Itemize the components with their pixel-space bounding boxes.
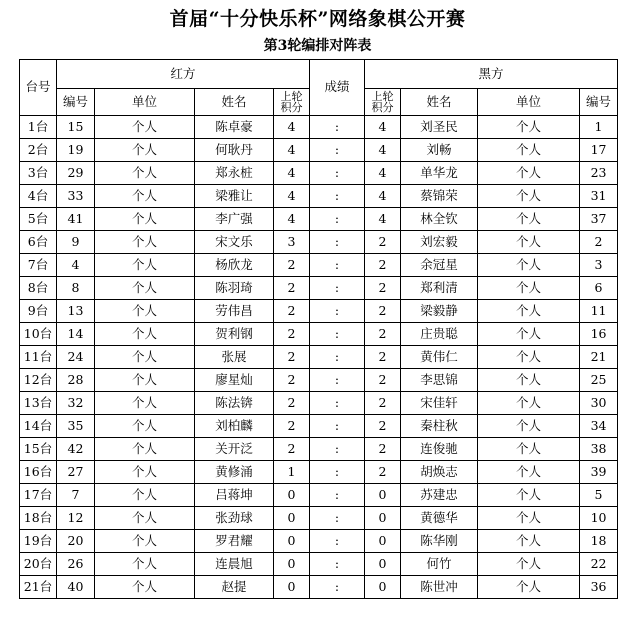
header-table-no: 台号	[20, 60, 57, 116]
table-no-cell: 1台	[20, 116, 57, 139]
black-unit-cell: 个人	[478, 323, 580, 346]
red-unit-cell: 个人	[95, 530, 195, 553]
red-name-cell: 郑永桩	[195, 162, 274, 185]
table-row	[20, 369, 618, 392]
black-prev-score-cell: 2	[365, 461, 401, 484]
red-prev-score-cell: 4	[274, 116, 310, 139]
black-number-cell: 5	[580, 484, 618, 507]
table-no-cell: 13台	[20, 392, 57, 415]
black-number-cell: 38	[580, 438, 618, 461]
table-no-cell: 21台	[20, 576, 57, 599]
red-number-cell: 7	[57, 484, 95, 507]
red-name-cell: 宋文乐	[195, 231, 274, 254]
table-no-cell: 4台	[20, 185, 57, 208]
red-prev-score-cell: 0	[274, 507, 310, 530]
red-name-cell: 李广强	[195, 208, 274, 231]
header-black-side: 黑方	[365, 60, 618, 89]
table-row	[20, 208, 618, 231]
result-cell: :	[310, 208, 365, 231]
black-name-cell: 刘畅	[401, 139, 478, 162]
table-no-cell: 8台	[20, 277, 57, 300]
red-unit-cell: 个人	[95, 185, 195, 208]
black-name-cell: 秦柱秋	[401, 415, 478, 438]
red-number-cell: 35	[57, 415, 95, 438]
black-name-cell: 蔡锦荣	[401, 185, 478, 208]
result-cell: :	[310, 553, 365, 576]
table-row	[20, 507, 618, 530]
red-number-cell: 15	[57, 116, 95, 139]
black-unit-cell: 个人	[478, 162, 580, 185]
black-unit-cell: 个人	[478, 185, 580, 208]
black-name-cell: 庄贵聪	[401, 323, 478, 346]
table-row	[20, 185, 618, 208]
result-cell: :	[310, 162, 365, 185]
black-prev-score-cell: 0	[365, 530, 401, 553]
black-name-cell: 宋佳轩	[401, 392, 478, 415]
header-black-prev-score: 上轮 积分	[365, 89, 401, 116]
table-no-cell: 2台	[20, 139, 57, 162]
table-row	[20, 162, 618, 185]
black-unit-cell: 个人	[478, 254, 580, 277]
black-number-cell: 37	[580, 208, 618, 231]
table-row	[20, 300, 618, 323]
black-name-cell: 何竹	[401, 553, 478, 576]
red-prev-score-cell: 2	[274, 300, 310, 323]
black-name-cell: 李思锦	[401, 369, 478, 392]
black-number-cell: 21	[580, 346, 618, 369]
black-prev-score-cell: 4	[365, 185, 401, 208]
red-number-cell: 28	[57, 369, 95, 392]
black-prev-score-cell: 2	[365, 231, 401, 254]
red-name-cell: 张劲球	[195, 507, 274, 530]
red-name-cell: 劳伟昌	[195, 300, 274, 323]
red-unit-cell: 个人	[95, 139, 195, 162]
table-no-cell: 11台	[20, 346, 57, 369]
red-prev-score-cell: 2	[274, 277, 310, 300]
red-prev-score-cell: 0	[274, 484, 310, 507]
red-number-cell: 26	[57, 553, 95, 576]
result-cell: :	[310, 185, 365, 208]
red-number-cell: 20	[57, 530, 95, 553]
black-number-cell: 34	[580, 415, 618, 438]
red-unit-cell: 个人	[95, 277, 195, 300]
table-row	[20, 438, 618, 461]
pairing-table	[19, 59, 618, 599]
result-cell: :	[310, 530, 365, 553]
black-unit-cell: 个人	[478, 346, 580, 369]
red-prev-score-cell: 2	[274, 254, 310, 277]
black-prev-score-cell: 4	[365, 162, 401, 185]
black-prev-score-cell: 2	[365, 415, 401, 438]
table-no-cell: 6台	[20, 231, 57, 254]
black-name-cell: 黄德华	[401, 507, 478, 530]
red-unit-cell: 个人	[95, 369, 195, 392]
black-number-cell: 17	[580, 139, 618, 162]
black-name-cell: 陈华刚	[401, 530, 478, 553]
red-name-cell: 刘柏麟	[195, 415, 274, 438]
header-result: 成绩	[310, 60, 365, 116]
table-row	[20, 254, 618, 277]
black-prev-score-cell: 0	[365, 553, 401, 576]
black-name-cell: 郑利清	[401, 277, 478, 300]
header-red-side: 红方	[57, 60, 310, 89]
table-no-cell: 7台	[20, 254, 57, 277]
red-unit-cell: 个人	[95, 484, 195, 507]
header-black-unit: 单位	[478, 89, 580, 116]
red-prev-score-cell: 3	[274, 231, 310, 254]
table-row	[20, 277, 618, 300]
red-name-cell: 陈法锛	[195, 392, 274, 415]
black-number-cell: 18	[580, 530, 618, 553]
result-cell: :	[310, 277, 365, 300]
table-no-cell: 10台	[20, 323, 57, 346]
table-no-cell: 18台	[20, 507, 57, 530]
black-prev-score-cell: 2	[365, 438, 401, 461]
table-no-cell: 14台	[20, 415, 57, 438]
red-prev-score-cell: 0	[274, 530, 310, 553]
table-row	[20, 553, 618, 576]
result-cell: :	[310, 415, 365, 438]
black-prev-score-cell: 0	[365, 576, 401, 599]
black-number-cell: 22	[580, 553, 618, 576]
red-unit-cell: 个人	[95, 231, 195, 254]
black-unit-cell: 个人	[478, 369, 580, 392]
red-name-cell: 何耿丹	[195, 139, 274, 162]
red-unit-cell: 个人	[95, 461, 195, 484]
black-unit-cell: 个人	[478, 553, 580, 576]
red-name-cell: 廖星灿	[195, 369, 274, 392]
black-name-cell: 连俊驰	[401, 438, 478, 461]
black-prev-score-cell: 0	[365, 484, 401, 507]
result-cell: :	[310, 507, 365, 530]
red-prev-score-cell: 2	[274, 369, 310, 392]
black-number-cell: 36	[580, 576, 618, 599]
black-unit-cell: 个人	[478, 438, 580, 461]
black-unit-cell: 个人	[478, 576, 580, 599]
red-prev-score-cell: 4	[274, 162, 310, 185]
red-prev-score-cell: 2	[274, 415, 310, 438]
black-unit-cell: 个人	[478, 300, 580, 323]
table-row	[20, 530, 618, 553]
red-prev-score-cell: 4	[274, 139, 310, 162]
header-black-name: 姓名	[401, 89, 478, 116]
black-name-cell: 梁毅静	[401, 300, 478, 323]
red-number-cell: 12	[57, 507, 95, 530]
red-number-cell: 40	[57, 576, 95, 599]
result-cell: :	[310, 231, 365, 254]
table-row	[20, 484, 618, 507]
table-no-cell: 16台	[20, 461, 57, 484]
result-cell: :	[310, 300, 365, 323]
red-number-cell: 4	[57, 254, 95, 277]
red-number-cell: 41	[57, 208, 95, 231]
red-number-cell: 24	[57, 346, 95, 369]
red-prev-score-cell: 2	[274, 392, 310, 415]
red-prev-score-cell: 0	[274, 576, 310, 599]
black-number-cell: 2	[580, 231, 618, 254]
black-prev-score-cell: 2	[365, 323, 401, 346]
red-name-cell: 张展	[195, 346, 274, 369]
red-name-cell: 吕蒋坤	[195, 484, 274, 507]
table-row	[20, 346, 618, 369]
red-number-cell: 33	[57, 185, 95, 208]
table-row	[20, 139, 618, 162]
red-name-cell: 黄修涌	[195, 461, 274, 484]
black-number-cell: 23	[580, 162, 618, 185]
black-prev-score-cell: 2	[365, 392, 401, 415]
black-unit-cell: 个人	[478, 139, 580, 162]
red-prev-score-cell: 1	[274, 461, 310, 484]
red-number-cell: 32	[57, 392, 95, 415]
black-number-cell: 10	[580, 507, 618, 530]
red-prev-score-cell: 2	[274, 346, 310, 369]
red-name-cell: 关开泛	[195, 438, 274, 461]
red-number-cell: 14	[57, 323, 95, 346]
table-no-cell: 3台	[20, 162, 57, 185]
red-unit-cell: 个人	[95, 576, 195, 599]
black-number-cell: 31	[580, 185, 618, 208]
red-unit-cell: 个人	[95, 553, 195, 576]
black-number-cell: 30	[580, 392, 618, 415]
result-cell: :	[310, 438, 365, 461]
table-no-cell: 12台	[20, 369, 57, 392]
table-no-cell: 15台	[20, 438, 57, 461]
black-number-cell: 1	[580, 116, 618, 139]
black-number-cell: 11	[580, 300, 618, 323]
red-prev-score-cell: 4	[274, 208, 310, 231]
black-unit-cell: 个人	[478, 208, 580, 231]
black-number-cell: 16	[580, 323, 618, 346]
header-black-number: 编号	[580, 89, 618, 116]
black-name-cell: 刘圣民	[401, 116, 478, 139]
table-row	[20, 392, 618, 415]
black-unit-cell: 个人	[478, 415, 580, 438]
red-number-cell: 8	[57, 277, 95, 300]
red-unit-cell: 个人	[95, 415, 195, 438]
black-prev-score-cell: 2	[365, 277, 401, 300]
red-name-cell: 梁雅让	[195, 185, 274, 208]
black-name-cell: 陈世冲	[401, 576, 478, 599]
red-unit-cell: 个人	[95, 254, 195, 277]
black-unit-cell: 个人	[478, 484, 580, 507]
black-unit-cell: 个人	[478, 231, 580, 254]
black-prev-score-cell: 4	[365, 208, 401, 231]
black-name-cell: 刘宏毅	[401, 231, 478, 254]
red-unit-cell: 个人	[95, 392, 195, 415]
black-unit-cell: 个人	[478, 507, 580, 530]
red-unit-cell: 个人	[95, 116, 195, 139]
red-number-cell: 27	[57, 461, 95, 484]
red-name-cell: 陈羽琦	[195, 277, 274, 300]
black-prev-score-cell: 4	[365, 139, 401, 162]
result-cell: :	[310, 484, 365, 507]
header-red-number: 编号	[57, 89, 95, 116]
black-number-cell: 3	[580, 254, 618, 277]
table-row	[20, 116, 618, 139]
table-row	[20, 461, 618, 484]
result-cell: :	[310, 461, 365, 484]
red-number-cell: 19	[57, 139, 95, 162]
black-name-cell: 黄伟仁	[401, 346, 478, 369]
red-unit-cell: 个人	[95, 323, 195, 346]
red-number-cell: 9	[57, 231, 95, 254]
header-red-prev-score: 上轮 积分	[274, 89, 310, 116]
red-name-cell: 陈卓豪	[195, 116, 274, 139]
black-number-cell: 39	[580, 461, 618, 484]
red-number-cell: 29	[57, 162, 95, 185]
black-name-cell: 胡焕志	[401, 461, 478, 484]
red-name-cell: 赵提	[195, 576, 274, 599]
result-cell: :	[310, 139, 365, 162]
black-name-cell: 余冠星	[401, 254, 478, 277]
result-cell: :	[310, 369, 365, 392]
red-name-cell: 贺利钢	[195, 323, 274, 346]
table-no-cell: 17台	[20, 484, 57, 507]
red-unit-cell: 个人	[95, 438, 195, 461]
table-row	[20, 231, 618, 254]
black-prev-score-cell: 2	[365, 254, 401, 277]
black-unit-cell: 个人	[478, 277, 580, 300]
table-row	[20, 323, 618, 346]
red-prev-score-cell: 2	[274, 323, 310, 346]
black-name-cell: 苏建忠	[401, 484, 478, 507]
black-name-cell: 单华龙	[401, 162, 478, 185]
result-cell: :	[310, 576, 365, 599]
red-name-cell: 罗君耀	[195, 530, 274, 553]
header-red-unit: 单位	[95, 89, 195, 116]
black-prev-score-cell: 0	[365, 507, 401, 530]
table-row	[20, 415, 618, 438]
black-prev-score-cell: 2	[365, 300, 401, 323]
table-no-cell: 5台	[20, 208, 57, 231]
black-unit-cell: 个人	[478, 392, 580, 415]
table-no-cell: 19台	[20, 530, 57, 553]
table-row	[20, 576, 618, 599]
black-prev-score-cell: 2	[365, 346, 401, 369]
table-no-cell: 9台	[20, 300, 57, 323]
result-cell: :	[310, 116, 365, 139]
red-unit-cell: 个人	[95, 162, 195, 185]
black-name-cell: 林全钦	[401, 208, 478, 231]
result-cell: :	[310, 323, 365, 346]
table-no-cell: 20台	[20, 553, 57, 576]
red-prev-score-cell: 0	[274, 553, 310, 576]
red-unit-cell: 个人	[95, 208, 195, 231]
red-unit-cell: 个人	[95, 507, 195, 530]
page-subtitle: 第3轮编排对阵表	[263, 38, 372, 54]
page-title: 首届“十分快乐杯”网络象棋公开赛	[169, 8, 466, 30]
red-prev-score-cell: 2	[274, 438, 310, 461]
black-number-cell: 25	[580, 369, 618, 392]
red-unit-cell: 个人	[95, 300, 195, 323]
black-prev-score-cell: 4	[365, 116, 401, 139]
red-unit-cell: 个人	[95, 346, 195, 369]
result-cell: :	[310, 392, 365, 415]
header-red-name: 姓名	[195, 89, 274, 116]
black-prev-score-cell: 2	[365, 369, 401, 392]
red-number-cell: 42	[57, 438, 95, 461]
black-unit-cell: 个人	[478, 116, 580, 139]
red-name-cell: 连晨旭	[195, 553, 274, 576]
black-unit-cell: 个人	[478, 461, 580, 484]
red-prev-score-cell: 4	[274, 185, 310, 208]
red-number-cell: 13	[57, 300, 95, 323]
black-number-cell: 6	[580, 277, 618, 300]
black-unit-cell: 个人	[478, 530, 580, 553]
result-cell: :	[310, 346, 365, 369]
result-cell: :	[310, 254, 365, 277]
red-name-cell: 杨欣龙	[195, 254, 274, 277]
